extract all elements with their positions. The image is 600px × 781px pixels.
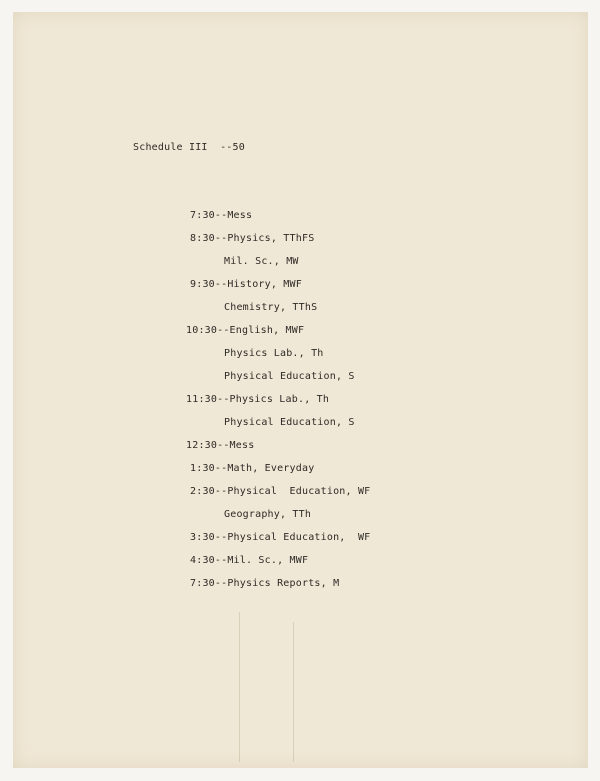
schedule-line: 2:30--Physical Education, WF: [190, 486, 371, 497]
schedule-line: Physical Education, S: [224, 417, 355, 428]
schedule-line: 8:30--Physics, TThFS: [190, 233, 315, 244]
schedule-line: 7:30--Mess: [190, 210, 253, 221]
schedule-line: 11:30--Physics Lab., Th: [186, 394, 330, 405]
schedule-line: 4:30--Mil. Sc., MWF: [190, 555, 309, 566]
document-title: Schedule III --50: [133, 142, 245, 153]
schedule-line: 9:30--History, MWF: [190, 279, 302, 290]
schedule-line: Physical Education, S: [224, 371, 355, 382]
schedule-line: Chemistry, TThS: [224, 302, 318, 313]
schedule-line: 1:30--Math, Everyday: [190, 463, 315, 474]
paper-crease: [293, 622, 294, 762]
schedule-line: 3:30--Physical Education, WF: [190, 532, 371, 543]
schedule-line: Physics Lab., Th: [224, 348, 324, 359]
schedule-line: 7:30--Physics Reports, M: [190, 578, 340, 589]
schedule-line: Geography, TTh: [224, 509, 312, 520]
schedule-line: 10:30--English, MWF: [186, 325, 305, 336]
paper-crease: [239, 612, 240, 762]
document-page: [13, 12, 588, 768]
schedule-line: 12:30--Mess: [186, 440, 255, 451]
schedule-line: Mil. Sc., MW: [224, 256, 299, 267]
